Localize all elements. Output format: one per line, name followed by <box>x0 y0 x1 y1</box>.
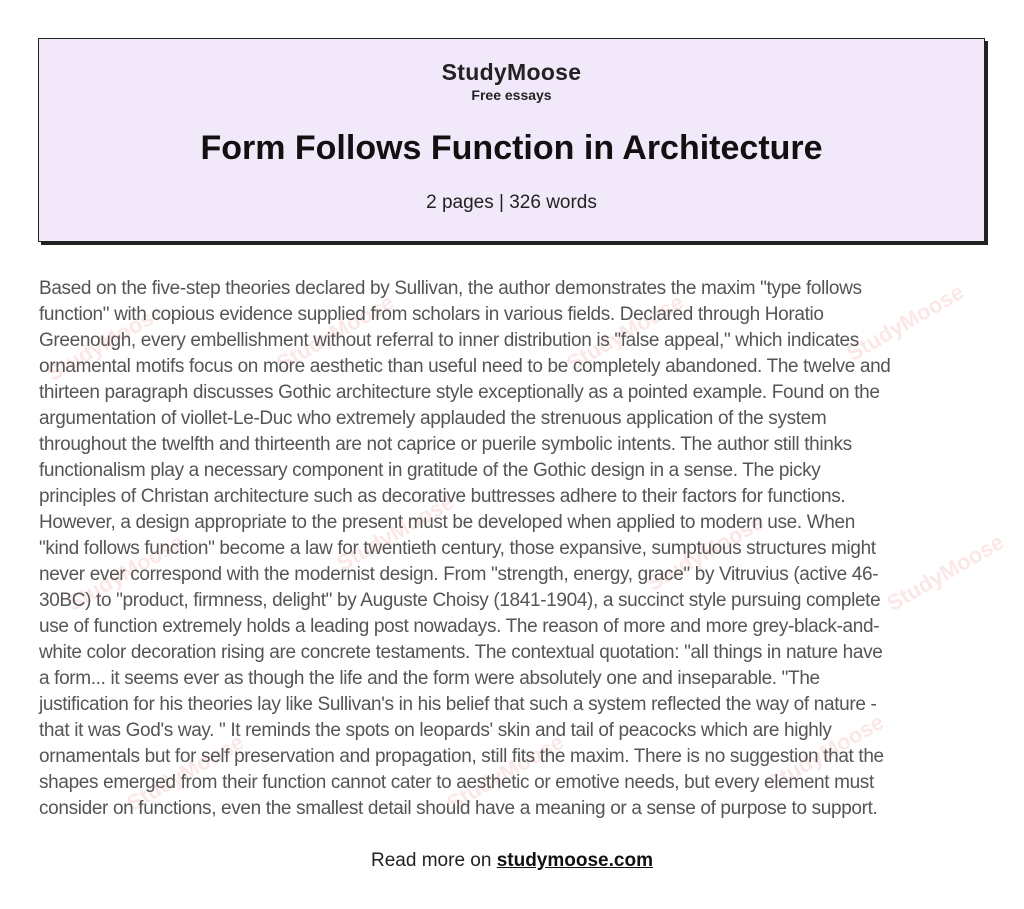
essay-line: However, a design appropriate to the present must be developed when applied to modern use. When <box>39 512 855 533</box>
watermark: StudyMoose <box>762 709 889 797</box>
read-more-prefix: Read more on <box>371 850 497 871</box>
site-logo[interactable]: StudyMoose <box>441 59 582 85</box>
essay-line: 30BC) to "product, firmness, delight" by Auguste Choisy (1841-1904), a succinct style pursuing complete <box>39 590 881 611</box>
essay-line: never ever correspond with the modernist design. From "strength, energy, grace" by Vitruvius (active 46- <box>39 564 879 585</box>
read-more <box>0 850 1024 872</box>
essay-line: argumentation of viollet-Le-Duc who extremely applauded the strenuous application of the system <box>39 408 827 429</box>
essay-line: functionalism play a necessary component in gratitude of the Gothic design in a sense. The picky <box>39 460 821 481</box>
essay-line: principles of Christan architecture such as decorative buttresses adhere to their factors for functions. <box>39 486 846 507</box>
site-tagline: Free essays <box>471 87 552 103</box>
page-title: Form Follows Function in Architecture <box>200 129 823 167</box>
essay-line: use of function extremely holds a leading post nowadays. The reason of more and more grey-black-and- <box>39 616 880 637</box>
essay-line: thirteen paragraph discusses Gothic architecture style exceptionally as a pointed example. Found on the <box>39 382 880 403</box>
essay-meta: 2 pages | 326 words <box>426 192 597 213</box>
essay-line: that it was God's way. " It reminds the spots on leopards' skin and tail of peacocks which are highly <box>39 720 832 741</box>
essay-line: consider on functions, even the smallest detail should have a meaning or a sense of purpose to support. <box>39 798 878 819</box>
watermark: StudyMoose <box>332 489 459 577</box>
essay-line: function" with copious evidence supplied from scholars in various fields. Declared through Horatio <box>39 304 824 325</box>
watermark: StudyMoose <box>122 729 249 817</box>
watermark: StudyMoose <box>882 529 1009 617</box>
watermark: StudyMoose <box>442 729 569 817</box>
essay-line: Based on the five-step theories declared by Sullivan, the author demonstrates the maxim "type follows <box>39 278 862 299</box>
essay-body <box>39 276 999 822</box>
watermark: StudyMoose <box>642 509 769 597</box>
essay-line: shapes emerged from their function cannot cater to aesthetic or emotive needs, but every element must <box>39 772 874 793</box>
essay-line: white color decoration rising are concrete testaments. The contextual quotation: "all things in nature have <box>39 642 883 663</box>
essay-header <box>38 38 985 242</box>
essay-line: throughout the twelfth and thirteenth are not caprice or puerile symbolic intents. The author still thinks <box>39 434 852 455</box>
essay-line: justification for his theories lay like Sullivan's in his belief that such a system reflected the way of nature - <box>39 694 877 715</box>
watermark: StudyMoose <box>562 289 689 377</box>
watermark: StudyMoose <box>272 289 399 377</box>
watermark: StudyMoose <box>42 299 169 387</box>
essay-line: Greenough, every embellishment without referral to inner distribution is "false appeal," which indicates <box>39 330 859 351</box>
read-more-link[interactable]: studymoose.com <box>496 850 653 871</box>
essay-line: ornamentals but for self preservation and propagation, still fits the maxim. There is no suggestion that the <box>39 746 884 767</box>
watermark: StudyMoose <box>842 279 969 367</box>
essay-line: ornamental motifs focus on more aesthetic than useful need to be completely abandoned. The twelve and <box>39 356 891 377</box>
watermark: StudyMoose <box>62 529 189 617</box>
essay-line: "kind follows function" become a law for twentieth century, those expansive, sumptuous structures might <box>39 538 876 559</box>
essay-line: a form... it seems ever as though the life and the form were absolutely one and inseparable. "The <box>39 668 820 689</box>
